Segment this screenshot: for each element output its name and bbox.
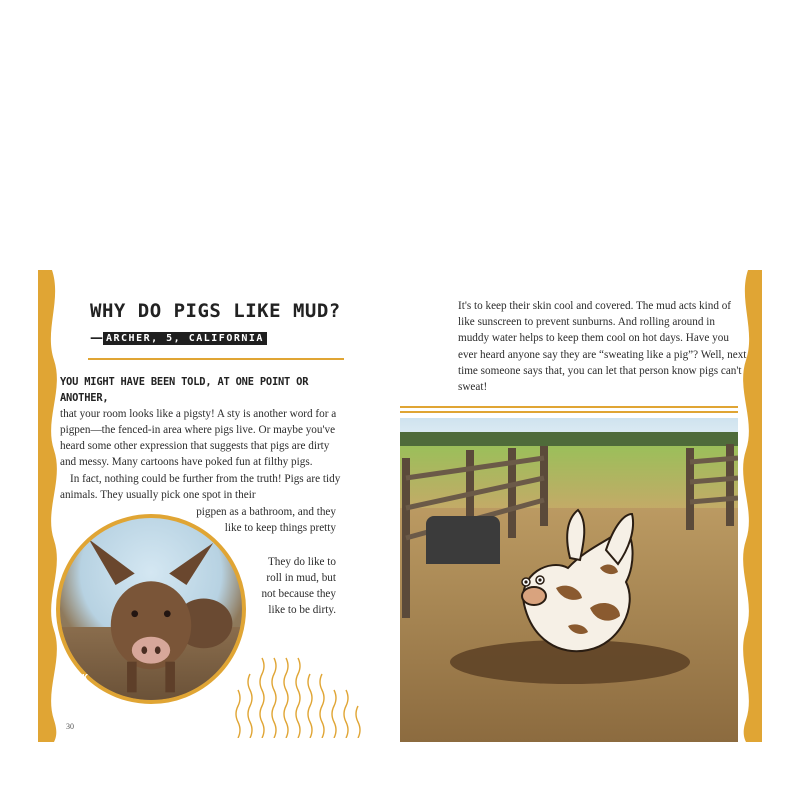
byline bbox=[90, 330, 267, 346]
lead-in: YOU MIGHT HAVE BEEN TOLD, AT ONE POINT OR ANOTHER, bbox=[60, 376, 309, 405]
paragraph-2: In fact, nothing could be further from the truth! Pigs are tidy animals. They usually pick one spot in their bbox=[60, 472, 341, 501]
wrap-line: roll in mud, but bbox=[266, 572, 336, 584]
wrap-line: like to be dirty. bbox=[268, 604, 336, 616]
farm-photo bbox=[400, 418, 738, 742]
right-page bbox=[400, 270, 762, 742]
page-number: 30 bbox=[66, 722, 74, 731]
caption-line-2: OINK bbox=[58, 685, 91, 696]
wrap-line: pigpen as a bathroom, and they bbox=[196, 506, 336, 518]
wrap-line: like to keep things pretty bbox=[224, 522, 336, 534]
farm-scene bbox=[400, 418, 738, 742]
wrap-line: not because they bbox=[261, 588, 336, 600]
page-heading: WHY DO PIGS LIKE MUD? bbox=[90, 300, 341, 322]
right-wave-border bbox=[738, 270, 762, 742]
photo-divider-top bbox=[400, 406, 738, 408]
decorative-squiggles bbox=[228, 638, 378, 738]
caption-line-1: OINK bbox=[58, 673, 91, 684]
body-text bbox=[60, 374, 345, 503]
book-spread bbox=[38, 270, 762, 742]
photo-divider-bottom bbox=[400, 411, 738, 413]
wrap-line: They do like to bbox=[267, 556, 336, 568]
paragraph-1: that your room looks like a pigsty! A sty is another word for a pigpen—the fenced-in area where pigs live. Or maybe you've heard some other expression that suggests that pigs are dirty and messy. Many cartoons have poked fun at filthy pigs. bbox=[60, 408, 337, 469]
left-wave-border bbox=[38, 270, 62, 742]
heading-divider bbox=[88, 358, 344, 360]
byline-dash: — bbox=[90, 330, 103, 346]
left-page bbox=[38, 270, 400, 742]
photo-caption bbox=[58, 673, 90, 697]
byline-author: ARCHER, 5, CALIFORNIA bbox=[103, 332, 267, 345]
right-paragraph: It's to keep their skin cool and covered. The mud acts kind of like sunscreen to prevent sunburns. And rolling around in muddy water helps to keep them cool on hot days. Have you ever heard anyone say they are “sweating like a pig”? Well, next time someone says that, you can let that person know pigs can't sweat! bbox=[458, 300, 747, 394]
